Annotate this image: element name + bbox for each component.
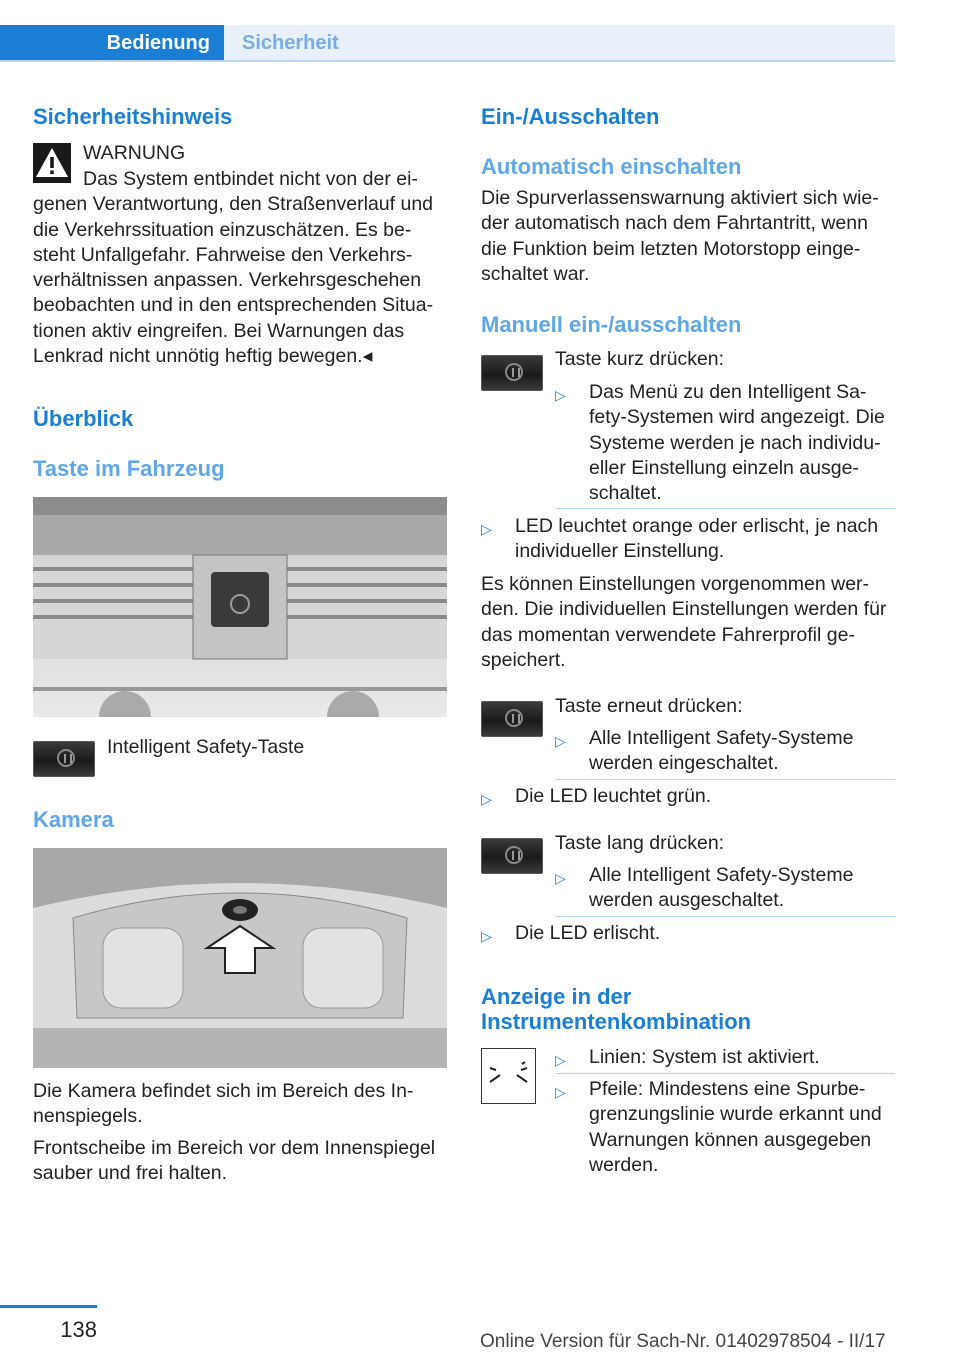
again-press-label: Taste erneut drücken:: [555, 695, 743, 717]
long-press-label: Taste lang drücken:: [555, 832, 725, 854]
list-item: [481, 921, 895, 949]
list-item: [555, 726, 895, 777]
heading-overview: Überblick: [33, 406, 134, 431]
triangle-bullet-icon: ▷: [481, 791, 492, 807]
heading-safety: Sicherheitshinweis: [33, 104, 233, 129]
safety-button-icon: [481, 838, 543, 874]
footer-rule: [0, 1305, 97, 1308]
camera-photo: [33, 848, 447, 1068]
led-orange-text: LED leuchtet orange oder erlischt, je nach individueller Einstellung.: [515, 515, 879, 563]
list-item: [555, 863, 895, 914]
dashboard-button-photo: [33, 497, 447, 717]
triangle-bullet-icon: ▷: [555, 870, 566, 886]
triangle-bullet-icon: ▷: [555, 1052, 566, 1068]
display-bullet-2: Pfeile: Mindestens eine Spurbe-grenzungslinie wurde erkannt und Warnungen können ausgegeben werden.: [589, 1078, 882, 1176]
safety-button-icon: [481, 355, 543, 391]
short-press-label: Taste kurz drücken:: [555, 348, 725, 370]
triangle-bullet-icon: ▷: [555, 1084, 566, 1100]
page-number: 138: [60, 1317, 97, 1342]
long-press-bullet: Alle Intelligent Safety-Systeme werden ausgeschaltet.: [589, 864, 854, 912]
camera-text-1: Die Kamera befindet sich im Bereich des In-nenspiegels.: [33, 1080, 414, 1128]
triangle-bullet-icon: ▷: [481, 521, 492, 537]
safety-button-icon: [481, 701, 543, 737]
list-item: [481, 784, 895, 812]
separator: [555, 916, 895, 917]
separator: [555, 508, 895, 509]
tab-bedienung[interactable]: Bedienung: [0, 25, 224, 61]
heading-manual: Manuell ein-/ausschalten: [481, 312, 742, 337]
camera-text-2: Frontscheibe im Bereich vor dem Innenspiegel sauber und frei halten.: [33, 1137, 436, 1185]
heading-button-in-vehicle: Taste im Fahrzeug: [33, 456, 225, 481]
warning-text: Das System entbindet nicht von der ei-genen Verantwortung, den Straßenverlauf und die Verkehrssituation einzuschätzen. Es be-steht Unfallgefahr. Fahrweise den Verkehrs-verhältnissen anpassen. Verkehrsgeschehen beobachten und in den entsprechenden Situa-tionen aktiv eingreifen. Bei Warnungen das Lenkrad nicht unnötig heftig bewegen.◂: [33, 168, 434, 368]
again-press-bullet: Alle Intelligent Safety-Systeme werden eingeschaltet.: [589, 727, 854, 775]
led-off-text: Die LED erlischt.: [515, 922, 661, 944]
short-press-bullet: Das Menü zu den Intelligent Sa-fety-Systemen wird angezeigt. Die Systeme werden je nach individu-eller Einstellung einzeln ausge-schaltet.: [589, 381, 885, 505]
heading-on-off: Ein-/Ausschalten: [481, 104, 660, 129]
led-green-text: Die LED leuchtet grün.: [515, 785, 712, 807]
button-caption: Intelligent Safety-Taste: [107, 736, 305, 758]
heading-auto-on: Automatisch einschalten: [481, 154, 742, 179]
heading-display: Anzeige in der Instrumentenkombination: [481, 984, 752, 1034]
heading-camera: Kamera: [33, 807, 114, 832]
auto-text: Die Spurverlassenswarnung aktiviert sich wie-der automatisch nach dem Fahrtantritt, wenn die Funktion beim letzten Motorstopp einge-schaltet war.: [481, 187, 879, 285]
safety-button-icon: [33, 741, 95, 777]
list-item: [555, 1045, 895, 1073]
header-divider: [0, 60, 895, 62]
list-item: [555, 1077, 895, 1178]
display-bullet-1: Linien: System ist aktiviert.: [589, 1046, 820, 1068]
settings-text: Es können Einstellungen vorgenommen wer-den. Die individuellen Einstellungen werden für das momentan verwendete Fahrerprofil ge-speichert.: [481, 573, 887, 671]
separator: [555, 779, 895, 780]
warning-label: WARNUNG: [83, 142, 186, 164]
tab-sicherheit[interactable]: Sicherheit: [224, 25, 895, 61]
triangle-bullet-icon: ▷: [481, 928, 492, 944]
separator: [555, 1073, 895, 1074]
online-version: Online Version für Sach-Nr. 01402978504 - II/17: [480, 1331, 886, 1352]
triangle-bullet-icon: ▷: [555, 387, 566, 403]
lane-lines-icon: [481, 1048, 536, 1104]
list-item: [481, 514, 895, 565]
triangle-bullet-icon: ▷: [555, 733, 566, 749]
list-item: [555, 380, 895, 506]
